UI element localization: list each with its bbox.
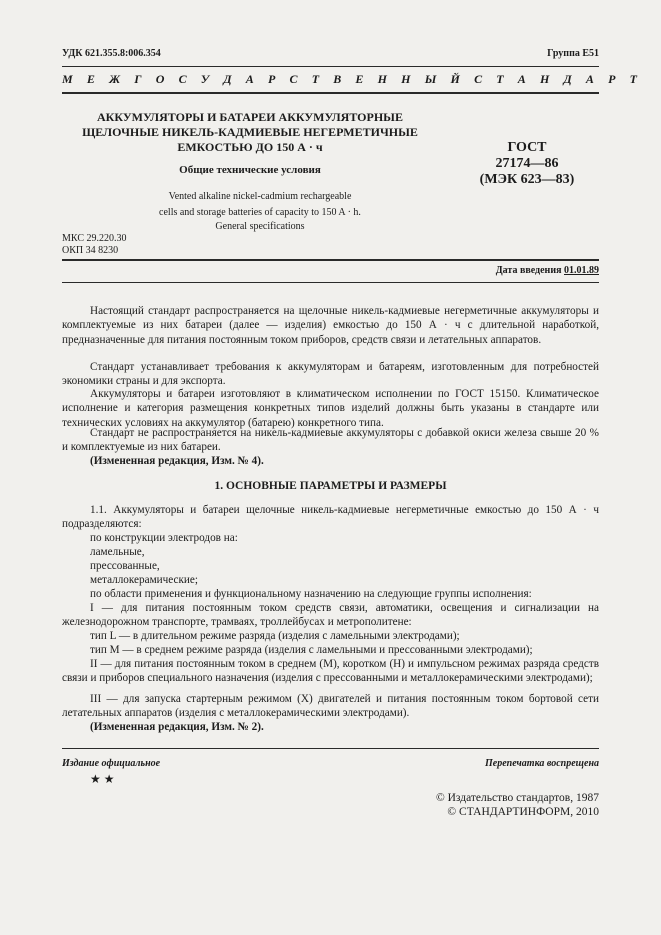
group-3: III — для запуска стартерным режимом (X) двигателей и питания постоянным током бортовой сети летательных аппаратов (изделия с металлокерамическими электродами). xyxy=(62,693,599,720)
list-electrodes: по конструкции электродов на: xyxy=(90,532,238,544)
english-title-2: cells and storage batteries of capacity to 150 A · h. xyxy=(159,207,361,218)
list-pressed: прессованные, xyxy=(90,560,160,572)
official-edition: Издание официальное xyxy=(62,758,161,769)
paragraph-scope: Настоящий стандарт распространяется на щелочные никель-кадмиевые негерметичные аккумуляторы и комплектуемые из них батареи (далее — изделия) емкостью до 150 А · ч с длительной наработкой, предназначенные для питания постоянным током приборов, средств связи и летательных аппаратов. xyxy=(62,305,599,346)
banner: М Е Ж Г О С У Д А Р С Т В Е Н Н Ы Й С Т А Н Д А Р Т xyxy=(62,72,643,86)
list-application: по области применения и функциональному назначению на следующие группы исполнения: xyxy=(90,588,532,600)
subtitle: Общие технические условия xyxy=(179,164,321,176)
section-1-heading: 1. ОСНОВНЫЕ ПАРАМЕТРЫ И РАЗМЕРЫ xyxy=(214,480,447,492)
gost-number: 27174—86 xyxy=(495,156,559,171)
okp-code: ОКП 34 8230 xyxy=(62,245,119,256)
intro-date-label: Дата введения xyxy=(495,265,562,276)
english-title-3: General specifications xyxy=(215,221,305,232)
paragraph-exclusion: Стандарт не распространяется на никель-кадмиевые аккумуляторы с добавкой окиси железа свыше 20 % и комплектуемые из них батареи. xyxy=(62,427,599,454)
list-lamellar: ламельные, xyxy=(90,546,145,558)
paragraph-requirements: Стандарт устанавливает требования к аккумуляторам и батареям, изготовленным для потребностей экономики страны и для экспорта. xyxy=(62,361,599,388)
intro-date-value: 01.01.89 xyxy=(564,265,599,276)
list-cermet: металлокерамические; xyxy=(90,574,198,586)
type-l: тип L — в длительном режиме разряда (изделия с ламельными электродами); xyxy=(90,630,460,642)
reprint-notice: Перепечатка воспрещена xyxy=(485,758,599,769)
copyright-1987: © Издательство стандартов, 1987 xyxy=(435,792,599,804)
type-m: тип М — в среднем режиме разряда (изделия с ламельными и прессованными электродами); xyxy=(90,644,533,656)
amendment-4: (Измененная редакция, Изм. № 4). xyxy=(90,455,264,467)
intro-date xyxy=(496,265,599,276)
group-code: Группа Е51 xyxy=(547,48,599,59)
date-rule xyxy=(62,282,599,283)
group-2: II — для питания постоянным током в среднем (M), коротком (H) и импульсном режимах разряда средств связи и приборов специального назначения (изделия с прессованными и металлокерамическими электродами); xyxy=(62,658,599,685)
gost-label: ГОСТ xyxy=(507,140,547,155)
stars: ★ ★ xyxy=(90,772,115,786)
english-title-1: Vented alkaline nickel-cadmium rechargeable xyxy=(168,191,352,202)
clause-1-1: 1.1. Аккумуляторы и батареи щелочные никель-кадмиевые негерметичные емкостью до 150 А · ч подразделяются: xyxy=(62,504,599,531)
iec-number: (МЭК 623—83) xyxy=(479,172,575,187)
title-line-3: ЕМКОСТЬЮ ДО 150 А · ч xyxy=(177,140,323,154)
title-line-1: АККУМУЛЯТОРЫ И БАТАРЕИ АККУМУЛЯТОРНЫЕ xyxy=(97,110,403,124)
udk-code: УДК 621.355.8:006.354 xyxy=(62,48,161,59)
mks-code: МКС 29.220.30 xyxy=(62,233,127,244)
group-1: I — для питания постоянным током средств связи, автоматики, освещения и сигнализации на железнодорожном транспорте, трамваях, троллейбусах и метрополитене: xyxy=(62,602,599,629)
paragraph-climate: Аккумуляторы и батареи изготовляют в климатическом исполнении по ГОСТ 15150. Климатическое исполнение и категория размещения конкретных типов изделий должны быть указаны в стандарте или технических условиях на аккумулятор (батарею) конкретного типа. xyxy=(62,388,599,429)
amendment-2: (Измененная редакция, Изм. № 2). xyxy=(90,721,264,733)
copyright-2010: © СТАНДАРТИНФОРМ, 2010 xyxy=(447,806,599,818)
title-line-2: ЩЕЛОЧНЫЕ НИКЕЛЬ-КАДМИЕВЫЕ НЕГЕРМЕТИЧНЫЕ xyxy=(82,125,418,139)
footer-rule xyxy=(62,748,599,749)
header-rule xyxy=(62,66,599,67)
codes-rule xyxy=(62,259,599,261)
banner-rule xyxy=(62,92,599,94)
